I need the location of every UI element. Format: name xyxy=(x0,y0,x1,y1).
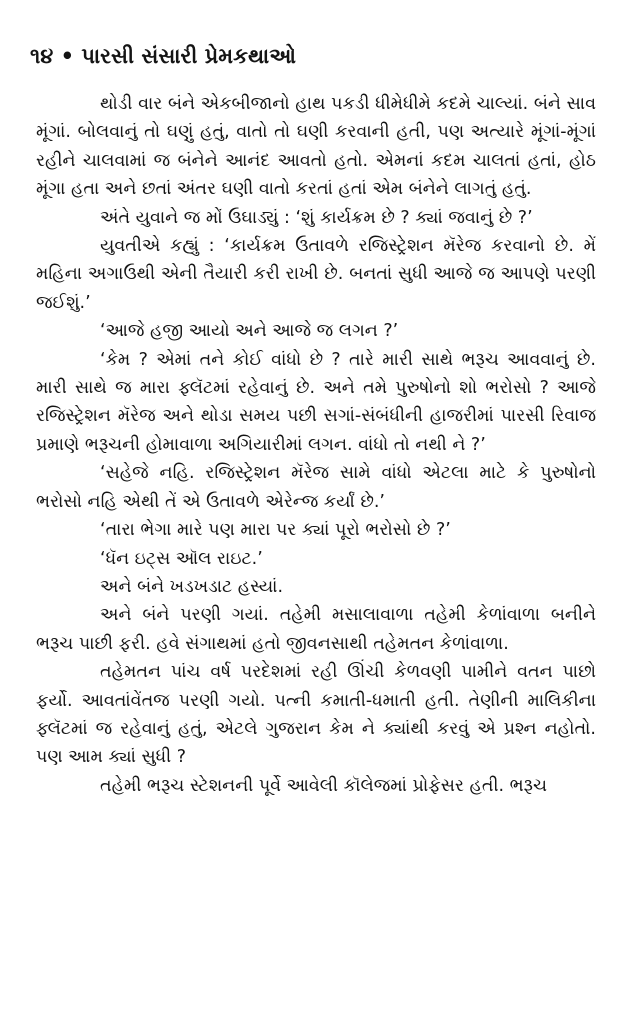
paragraph: અને બંને ખડખડાટ હસ્યાં. xyxy=(100,576,284,597)
paragraph: ‘તારા ભેગા મારે પણ મારા પર ક્યાં પૂરો ભરોસો છે ?’ xyxy=(100,520,451,541)
body-text xyxy=(36,90,596,800)
paragraph: તહેમતન પાંચ વર્ષ પરદેશમાં રહી ઊંચી કેળવણી પામીને વતન પાછો ફર્યો. આવતાંવેંતજ પરણી ગયો. પત્ની કમાતી-ધમાતી હતી. તેણીની માલિકીના ફ્લૅટમાં જ રહેવાનું હતું, એટલે ગુજરાન કેમ ને ક્યાંથી કરવું એ પ્રશ્ન નહોતો. પણ આમ ક્યાં સુધી ? xyxy=(36,662,596,768)
paragraph: ‘આજે હજી આયો અને આજે જ લગન ?’ xyxy=(100,321,399,342)
paragraph: અંતે યુવાને જ મોં ઉઘાડ્યું : ‘શું કાર્યક્રમ છે ? ક્યાં જવાનું છે ?’ xyxy=(100,207,533,228)
paragraph: ‘સહેજે નહિ. રજિસ્ટ્રેશન મૅરેજ સામે વાંધો એટલા માટે કે પુરુષોનો ભરોસો નહિ એથી તેં એ ઉતાવળે એરેન્જ કર્યાં છે.’ xyxy=(36,463,596,512)
header-bullet: • xyxy=(60,44,75,68)
paragraph: તહેમી ભરૂચ સ્ટેશનની પૂર્વે આવેલી કૉલેજમાં પ્રોફેસર હતી. ભરૂચ xyxy=(100,775,547,796)
paragraph: અને બંને પરણી ગયાં. તહેમી મસાલાવાળા તહેમી કેળાંવાળા બનીને ભરૂચ પાછી ફરી. હવે સંગાથમાં હતો જીવનસાથી તહેમતન કેળાંવાળા. xyxy=(36,605,596,654)
paragraph: ‘કેમ ? એમાં તને કોઈ વાંધો છે ? તારે મારી સાથે ભરૂચ આવવાનું છે. મારી સાથે જ મારા ફ્લૅટમાં રહેવાનું છે. અને તમે પુરુષોનો શો ભરોસો ? આજે રજિસ્ટ્રેશન મૅરેજ અને થોડા સમય પછી સગાં-સંબંધીની હાજરીમાં પારસી રિવાજ પ્રમાણે ભરૂચની હોમાવાળા અગિયારીમાં લગન. વાંધો તો નથી ને ?’ xyxy=(36,349,596,455)
book-title: પારસી સંસારી પ્રેમકથાઓ xyxy=(81,44,296,68)
paragraph: યુવતીએ કહ્યું : ‘કાર્યક્રમ ઉતાવળે રજિસ્ટ્રેશન મૅરેજ કરવાનો છે. મેં મહિના અગાઉથી એની તૈયારી કરી રાખી છે. બનતાં સુધી આજે જ આપણે પરણી જઈશું.’ xyxy=(36,236,596,313)
paragraph: થોડી વાર બંને એકબીજાનો હાથ પકડી ધીમેધીમે કદમે ચાલ્યાં. બંને સાવ મૂંગાં. બોલવાનું તો ઘણું હતું, વાતો તો ઘણી કરવાની હતી, પણ અત્યારે મૂંગાં-મૂંગાં રહીને ચાલવામાં જ બંનેને આનંદ આવતો હતો. એમનાં કદમ ચાલતાં હતાં, હોઠ મૂંગા હતા અને છતાં અંતર ઘણી વાતો કરતાં હતાં એમ બંનેને લાગતું હતું. xyxy=(36,94,596,200)
paragraph: ‘ધૅન ઇટ્સ ઑલ રાઇટ.’ xyxy=(100,548,263,569)
page-number: ૧૪ xyxy=(30,44,54,68)
running-header xyxy=(30,44,610,69)
